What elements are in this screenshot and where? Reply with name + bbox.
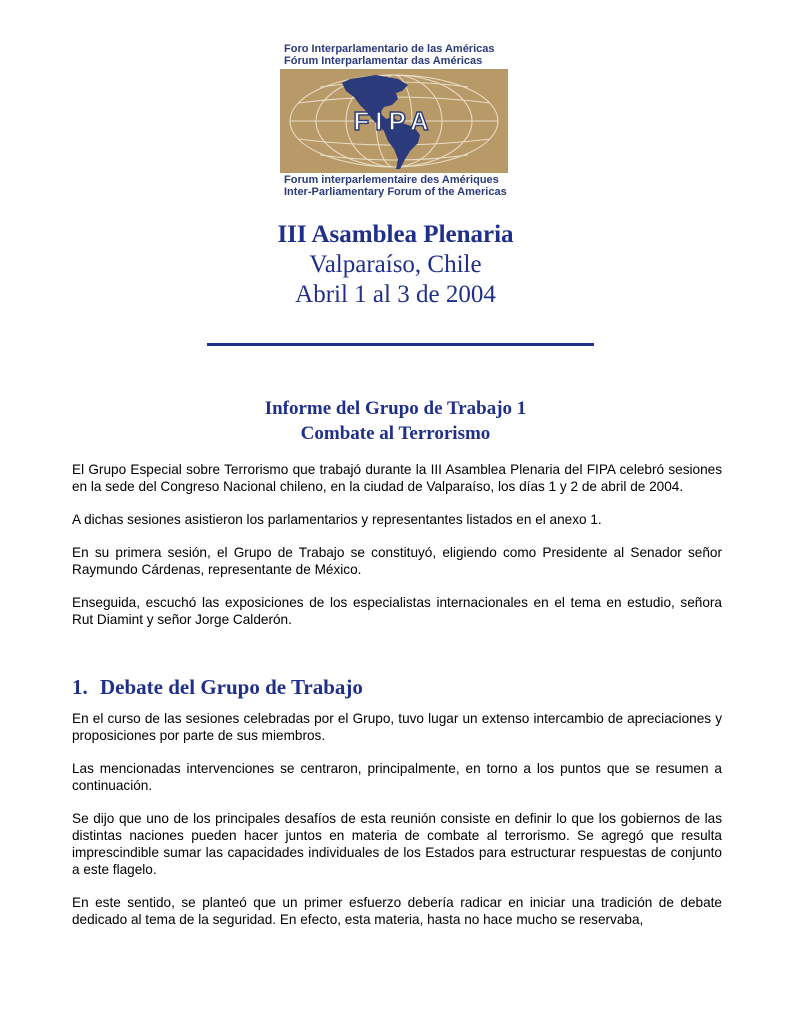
intro-section [72,461,722,644]
section-number: 1. [72,675,88,699]
logo-top-text [280,44,512,67]
paragraph: El Grupo Especial sobre Terrorismo que trabajó durante la III Asamblea Plenaria del FIPA celebró sesiones en la sede del Congreso Nacional chileno, en la ciudad de Valparaíso, los días 1 y 2 de abril de 2004. [72,462,722,494]
logo-top-line1: Foro Interparlamentario de las Américas [284,43,495,55]
paragraph: En su primera sesión, el Grupo de Trabajo se constituyó, eligiendo como Presidente al Senador señor Raymundo Cárdenas, representante de México. [72,545,722,577]
report-title [0,396,791,446]
report-title-line1: Informe del Grupo de Trabajo 1 [264,398,527,419]
section-body [72,710,722,944]
document-place: Valparaíso, Chile [309,251,482,278]
section-heading [72,675,363,700]
document-dates: Abril 1 al 3 de 2004 [295,281,496,308]
logo-top-line2: Fórum Interparlamentar das Américas [284,54,483,67]
header-divider [207,343,594,346]
logo-bottom-line1: Forum interparlementaire des Amériques [284,174,499,186]
paragraph: A dichas sesiones asistieron los parlamentarios y representantes listados en el anexo 1. [72,512,602,527]
document-header [0,220,791,310]
paragraph: En el curso de las sesiones celebradas por el Grupo, tuvo lugar un extenso intercambio de apreciaciones y proposiciones por parte de sus miembros. [72,711,722,743]
fipa-logo [280,44,512,198]
globe-icon [280,69,508,173]
logo-emblem [280,69,508,173]
logo-bottom-text [280,175,512,198]
logo-acronym: FIPA [353,106,435,136]
paragraph: En este sentido, se planteó que un primer esfuerzo debería radicar en iniciar una tradición de debate dedicado al tema de la seguridad. En efecto, esta materia, hasta no hace mucho se reservaba, [72,895,722,927]
logo-bottom-line2: Inter-Parliamentary Forum of the Americas [284,185,507,198]
paragraph: Enseguida, escuchó las exposiciones de los especialistas internacionales en el tema en estudio, señora Rut Diamint y señor Jorge Calderón. [72,595,722,627]
document-title: III Asamblea Plenaria [277,221,514,248]
paragraph: Se dijo que uno de los principales desafíos de esta reunión consiste en definir lo que los gobiernos de las distintas naciones pueden hacer juntos en materia de combate al terrorismo. Se agregó que resulta imprescindible sumar las capacidades individuales de los Estados para estructurar respuestas de conjunto a este flagelo. [72,811,722,877]
report-title-line2: Combate al Terrorismo [300,423,491,444]
section-title: Debate del Grupo de Trabajo [100,675,363,699]
paragraph: Las mencionadas intervenciones se centraron, principalmente, en torno a los puntos que se resumen a continuación. [72,761,722,793]
